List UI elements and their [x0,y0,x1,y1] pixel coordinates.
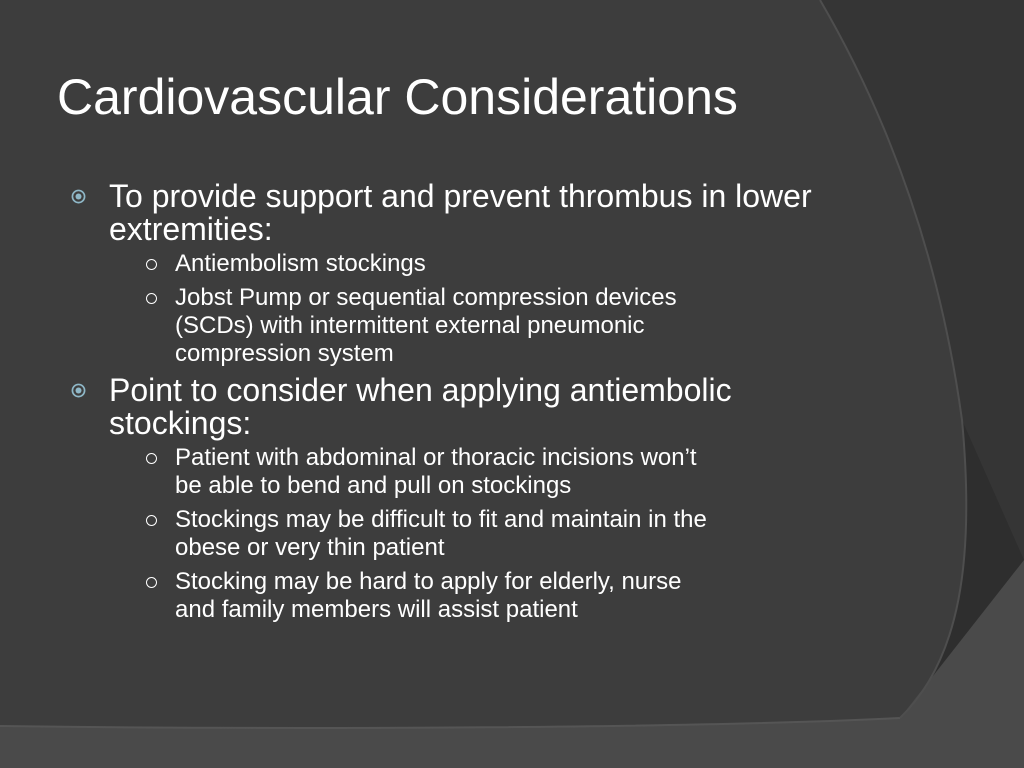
circle-bullet-icon [146,453,157,464]
circle-bullet-icon [146,577,157,588]
sub-bullet-text: Jobst Pump or sequential compression devices (SCDs) with intermittent external pneumonic compression system [175,284,677,367]
circle-bullet-icon [146,515,157,526]
sub-bullet-item [0,568,864,624]
bullet-item-1 [0,180,1024,368]
sub-bullet-text: Antiembolism stockings [175,250,426,277]
sub-bullet-list [109,444,864,624]
target-bullet-icon [71,189,86,204]
bullet-item-2 [0,374,1024,624]
bullet-text: Point to consider when applying antiembolic stockings: [109,372,732,441]
circle-bullet-icon [146,293,157,304]
target-bullet-icon [71,383,86,398]
bullet-text: To provide support and prevent thrombus in lower extremities: [109,178,812,247]
sub-bullet-item [0,250,864,278]
sub-bullet-item [0,506,864,562]
sub-bullet-text: Stocking may be hard to apply for elderly, nurse and family members will assist patient [175,568,682,623]
sub-bullet-item [0,284,864,368]
sub-bullet-item [0,444,864,500]
slide-title: Cardiovascular Considerations [57,69,738,125]
circle-bullet-icon [146,259,157,270]
bullet-list [0,180,1024,630]
sub-bullet-text: Stockings may be difficult to fit and maintain in the obese or very thin patient [175,506,707,561]
sub-bullet-text: Patient with abdominal or thoracic incisions won’t be able to bend and pull on stockings [175,444,697,499]
sub-bullet-list [109,250,864,368]
